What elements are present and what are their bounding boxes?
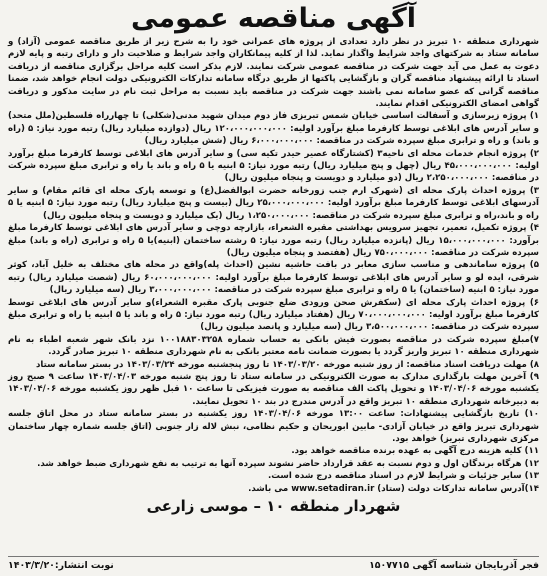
footer (8, 556, 539, 572)
page-title: آگهی مناقصه عمومی (131, 2, 416, 34)
notice-body (8, 36, 539, 495)
clause-11: ۱۱) کلیه هزینه درج آگهی به عهده برنده مناقصه خواهد بود. (291, 446, 539, 457)
clause-2: ۲) پروژه انجام خدمات محله ای ناحیه۳ (کشتارگاه عصیر حیدر تکیه سی) و سایر آدرس های ابلاغی توسط کارفرما مبلغ برآورد اولیه: ۴۵،۰۰۰،۰۰۰،۰۰۰ ریال (چهل و پنج میلیارد ریال) رتبه مورد نیاز: ۵ ابنیه یا ۵ راه و باند یا راه و ترابری مبلغ سپرده شرکت در مناقصه: ۲،۲۵۰،۰۰۰،۰۰۰ ریال (دو میلیارد و دویست و پنجاه میلیون ریال) (8, 148, 539, 184)
clause-12: ۱۲) هرگاه برندگان اول و دوم نسبت به عقد قرارداد حاضر نشوند سپرده آنها به ترتیب به نفع شهرداری ضبط خواهد شد. (37, 458, 539, 469)
clause-14: ۱۴)آدرس سامانه تدارکات دولت (ستاد) www.setadiran.ir می باشد. (248, 483, 539, 494)
clause-10: ۱۰) تاریخ بازگشایی پیشنهادات: ساعت ۱۳:۰۰ مورخه ۱۴۰۳/۰۴/۰۶ روز یکشنبه در بستر سامانه ستاد در محل اتاق جلسه شهرداری تبریز واقع در خیابان آزادی- مابین ابوریحان و حکیم نظامی، نبش لاله زار جنوبی (اتاق جلسه شماره چهار ساختمان مرکزی شهرداری تبریز) خواهد بود. (8, 409, 540, 444)
header (8, 0, 539, 36)
clause-4: ۴) پروژه تکمیل، تعمیر، تجهیز سرویس بهداشتی مقبره الشعراء، بازارچه دوچی و سایر آدرس های ابلاغی توسط کارفرما مبلغ برآورد: ۱۵،۰۰۰،۰۰۰،۰۰۰ ریال (پانزده میلیارد ریال) رتبه مورد نیاز: ۵ رشته ساختمان (ابنیه)یا ۵ راه و ترابری (راه و باند) مبلغ سپرده شرکت در مناقصه: ۷۵۰،۰۰۰،۰۰۰ ریال (هفتصد و پنجاه میلیون ریال) (8, 223, 540, 258)
clause-9: ۹) آخرین مهلت بارگذاری مدارک به صورت الکترونیکی در سامانه ستاد تا روز پنج شنبه مورخه ۱۴۰۳/۰۴/۰۳ ساعت ۹ صبح روز یکشنبه مورخه ۱۴۰۳/۰۴/۰۶ و تحویل پاکت الف مناقصه به صورت فیزیکی تا ساعت ۱۰ قبل ظهر روز یکشنبه مورخه ۱۴۰۳/۰۴/۰۶ به دبیرخانه شهرداری منطقه ۱۰ تبریز واقع در آدرس مندرج در بند ۱۰ تحویل نمایند. (8, 371, 539, 407)
clause-7: ۷)مبلغ سپرده شرکت در مناقصه بصورت فیش بانکی به حساب شماره ۱۰۰۱۸۸۳۰۳۲۵۸ نزد بانک شهر شعبه اطباء به نام شهرداری منطقه ۱۰ تبریز واریز گردد یا بصورت ضمانت نامه معتبر بانکی به نام شهرداری منطقه ۱۰ تبریز صادر گردد. (8, 334, 539, 358)
clause-3: ۳) پروژه احداث پارک محله ای (شهرک ارم جنب زورخانه حضرت ابوالفضل(ع) و توسعه پارک محله ای قائم مقام) و سایر آدرسهای ابلاغی توسط کارفرما مبلغ برآورد اولیه: ۲۵،۰۰۰،۰۰۰،۰۰۰ ریال (بیست و پنج میلیارد ریال) رتبه مورد نیاز: ۵ ابنیه یا ۵ راه و باند،راه و ترابری مبلغ سپرده شرکت در مناقصه: ۱،۲۵۰،۰۰۰،۰۰۰ ریال (یک میلیارد و دویست و پنجاه میلیون ریال) (8, 185, 539, 221)
intro-paragraph: شهرداری منطقه ۱۰ تبریز در نظر دارد تعدادی از پروژه های عمرانی خود را به شرح زیر از طریق مناقصه عمومی (آزاد) و سامانه ستاد به شرکتهای واجد شرایط واگذار نماید. لذا از کلیه پیمانکاران واجد شرایط و صلاحیت دار و دارای رتبه و پایه لازم دعوت به عمل می آید جهت شرکت در مناقصه عمومی شرکت نمایند. لازم بذکر است کلیه مراحل برگزاری مناقصه از دریافت اسناد تا ارائه پیشنهاد مناقصه گران و بازگشایی پاکتها از طریق درگاه سامانه تدارکات الکترونیکی دولت انجام خواهد شد، ضمنا مناقصه گرانی که عضو سامانه نمی باشند جهت شرکت در مناقصه باید نسبت به مراحل ثبت نام در سایت مذکور و دریافت گواهی امضای الکترونیکی اقدام نمایند. (8, 37, 539, 110)
clause-1: ۱) پروژه زیرسازی و آسفالت اساسی خیابان شمس تبریزی فاز دوم میدان شهید مدنی(شکلی) تا چهارراه فلسطین(ملل متحد) و سایر آدرس های ابلاغی توسط کارفرما مبلغ برآورد اولیه: ۱۲۰،۰۰۰،۰۰۰،۰۰۰ ریال (دوازده میلیارد ریال) رتبه مورد نیاز: ۵ (راه و باند) و راه و ترابری مبلغ سپرده شرکت در مناقصه: ۶،۰۰۰،۰۰۰،۰۰۰ ریال (شش میلیارد ریال) (8, 111, 539, 147)
clause-8: ۸) مهلت دریافت اسناد مناقصه: از روز شنبه مورخه ۱۴۰۳/۰۳/۲۰ تا روز پنجشنبه مورخه ۱۴۰۳/۰۳/۲۴ در بستر سامانه ستاد (36, 359, 539, 370)
clause-6: ۶) پروژه احداث پارک محله ای (سکفرش صحن ورودی ضلع جنوبی پارک مقبره الشعراء)و سایر آدرس های ابلاغی توسط کارفرما مبلغ برآورد اولیه: ۷۰،۰۰۰،۰۰۰،۰۰۰ ریال (هفتاد میلیارد ریال) رتبه مورد نیاز: ۵ راه و باند یا ۵ ابنیه یا راه و ترابری مبلغ سپرده شرکت در مناقصه: ۳،۵۰۰،۰۰۰،۰۰۰ ریال (سه میلیارد و پانصد میلیون ریال) (8, 297, 539, 333)
newspaper-id: فجر آذربایجان شناسه آگهی ۱۵۰۷۷۱۵ (369, 560, 539, 571)
signature: شهردار منطقه ۱۰ – موسی زارعی (146, 497, 401, 516)
clause-5: ۵) پروژه ساماندهی و مناسب سازی معابر در بافت حاشیه نشین (احداث پله)واقع در محله های مختلف به خلیل آباد، کوثر شرقی، ایده لو و سایر آدرس های ابلاغی توسط کارفرما مبلغ برآورد اولیه: ۶۰،۰۰۰،۰۰۰،۰۰۰ ریال (شصت میلیارد ریال) رتبه مورد نیاز: ۵ ابنیه (ساختمان) یا ۵ راه و ترابری مبلغ سپرده شرکت در مناقصه: ۳،۰۰۰،۰۰۰،۰۰۰ ریال (سه میلیارد ریال) (8, 260, 539, 296)
clause-13: ۱۳) سایر جزئیات و شرایط لازم در اسناد مناقصه درج شده است. (268, 471, 539, 482)
publish-date: نوبت انتشار:۱۴۰۳/۳/۲۰ (8, 560, 114, 571)
